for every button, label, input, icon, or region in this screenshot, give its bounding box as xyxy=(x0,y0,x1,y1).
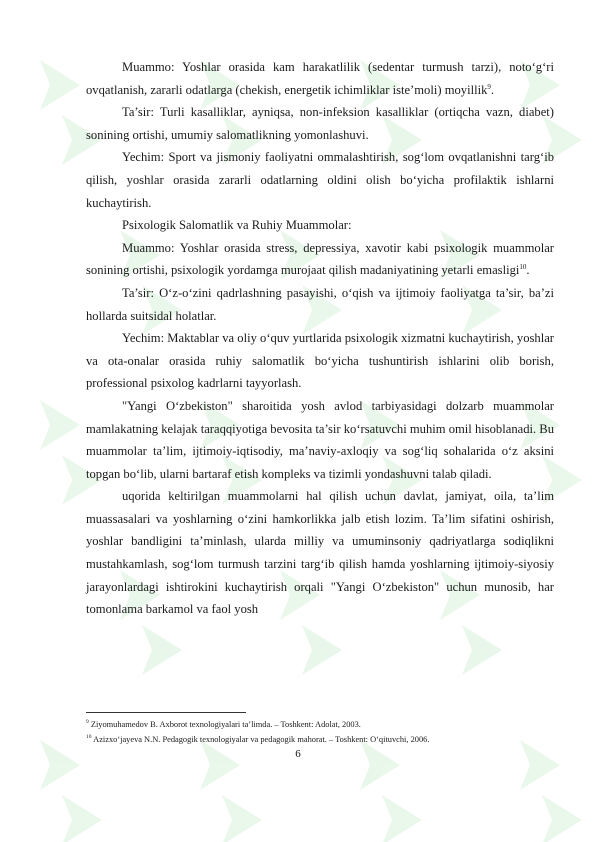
paragraph-7-text: Yechim: Maktablar va oliy o‘quv yurtlarida psixologik xizmatni kuchaytirish, yoshlar va ota-onalar orasida ruhiy salomatlik bo‘yicha tushuntirish ishlarini olib borish, professional psixolog kadrlarni tayyorlash. xyxy=(86,331,554,391)
paragraph-1: Muammo: Yoshlar orasida kam harakatlilik (sedentar turmush tarzi), noto‘g‘ri ovqatlanish, zararli odatlarga (chekish, energetik ichimliklar iste’moli) moyillik$^9$. xyxy=(86,60,554,97)
footnote-num: 9 xyxy=(86,719,89,726)
paragraph-8 xyxy=(86,395,554,485)
paragraph-9 xyxy=(86,485,554,621)
section-heading xyxy=(86,214,554,237)
paragraph-8-text: "Yangi O‘zbekiston" sharoitida yosh avlod tarbiyasidagi dolzarb muammolar mamlakatning kelajak taraqqiyotiga bevosita ta’sir ko‘rsatuvchi muhim omil hisoblanadi. Bu muammolar ta’lim, ijtimoiy-iqtisodiy, ma’naviy-axloqiy va sog‘liq sohalarida o‘z aksini topgan bo‘lib, ularni bartaraf etish kompleks va tizimli yondashuvni talab qiladi. xyxy=(86,398,554,481)
paragraph-2 xyxy=(86,101,554,146)
paragraph-3-text: Yechim: Sport va jismoniy faoliyatni ommalashtirish, sog‘lom ovqatlanishni targ‘ib qilish, yoshlar orasida zararli odatlarning oldini olish bo‘yicha profilaktik ishlarni kuchaytirish. xyxy=(86,150,554,210)
footnotes xyxy=(86,712,554,747)
paragraph-1-text: Muammo: Yoshlar orasida kam harakatlilik (sedentar turmush tarzi), noto‘g‘ri ovqatlanish, zararli odatlarga (chekish, energetik ichimliklar iste’moli) moyillik xyxy=(86,60,554,97)
footnote-divider xyxy=(86,712,246,713)
footnote-text: Ziyomuhamedov B. Axborot texnologiyalari ta’limda. – Toshkent: Adolat, 2003. xyxy=(90,720,361,729)
footnote-ref-10[interactable]: 10 xyxy=(519,263,527,272)
footnote-10 xyxy=(86,732,554,747)
footnote-text: Azizxo‘jayeva N.N. Pedagogik texnologiyalar va pedagogik mahorat. – Toshkent: O‘qituvchi, 2006. xyxy=(93,735,430,744)
page-body xyxy=(86,56,554,621)
paragraph-6-text: Ta’sir: O‘z-o‘zini qadrlashning pasayishi, o‘qish va ijtimoiy faoliyatga ta’sir, ba’zi hollarda suitsidal holatlar. xyxy=(86,285,554,323)
paragraph-5-end: . xyxy=(526,263,530,278)
paragraph-6 xyxy=(86,282,554,327)
paragraph-9-text: uqorida keltirilgan muammolarni hal qilish uchun davlat, jamiyat, oila, ta’lim muassasalari va yoshlarning o‘zini hamkorlikka jalb etish lozim. Ta’lim sifatini oshirish, yoshlar bandligini ta’minlash, ularda milliy va umuminsoniy qadriyatlarga sodiqlikni mustahkamlash, sog‘lom turmush tarzini targ‘ib qilish hamda yoshlarning ijtimoiy-siyosiy jarayonlardagi ishtirokini kuchaytirish orqali "Yangi O‘zbekiston" uchun munosib, har tomonlama barkamol va faol yosh xyxy=(86,489,554,617)
paragraph-5-text: Muammo: Yoshlar orasida stress, depressiya, xavotir kabi psixologik muammolar sonining ortishi, psixologik yordamga murojaat qilish madaniyatining yetarli emasligi xyxy=(86,240,554,278)
footnote-num: 10 xyxy=(86,734,92,741)
paragraph-7 xyxy=(86,327,554,395)
paragraph-5 xyxy=(86,237,554,282)
paragraph-3 xyxy=(86,146,554,214)
page-number: 6 xyxy=(295,748,301,760)
paragraph-2-text: Ta’sir: Turli kasalliklar, ayniqsa, non-infeksion kasalliklar (ortiqcha vazn, diabet) sonining ortishi, umumiy salomatlikning yomonlashuvi. xyxy=(86,105,554,142)
footnote-9 xyxy=(86,717,554,732)
section-heading-text: Psixologik Salomatlik va Ruhiy Muammolar: xyxy=(122,218,352,233)
footnote-ref-9[interactable]: 9 xyxy=(487,82,491,91)
